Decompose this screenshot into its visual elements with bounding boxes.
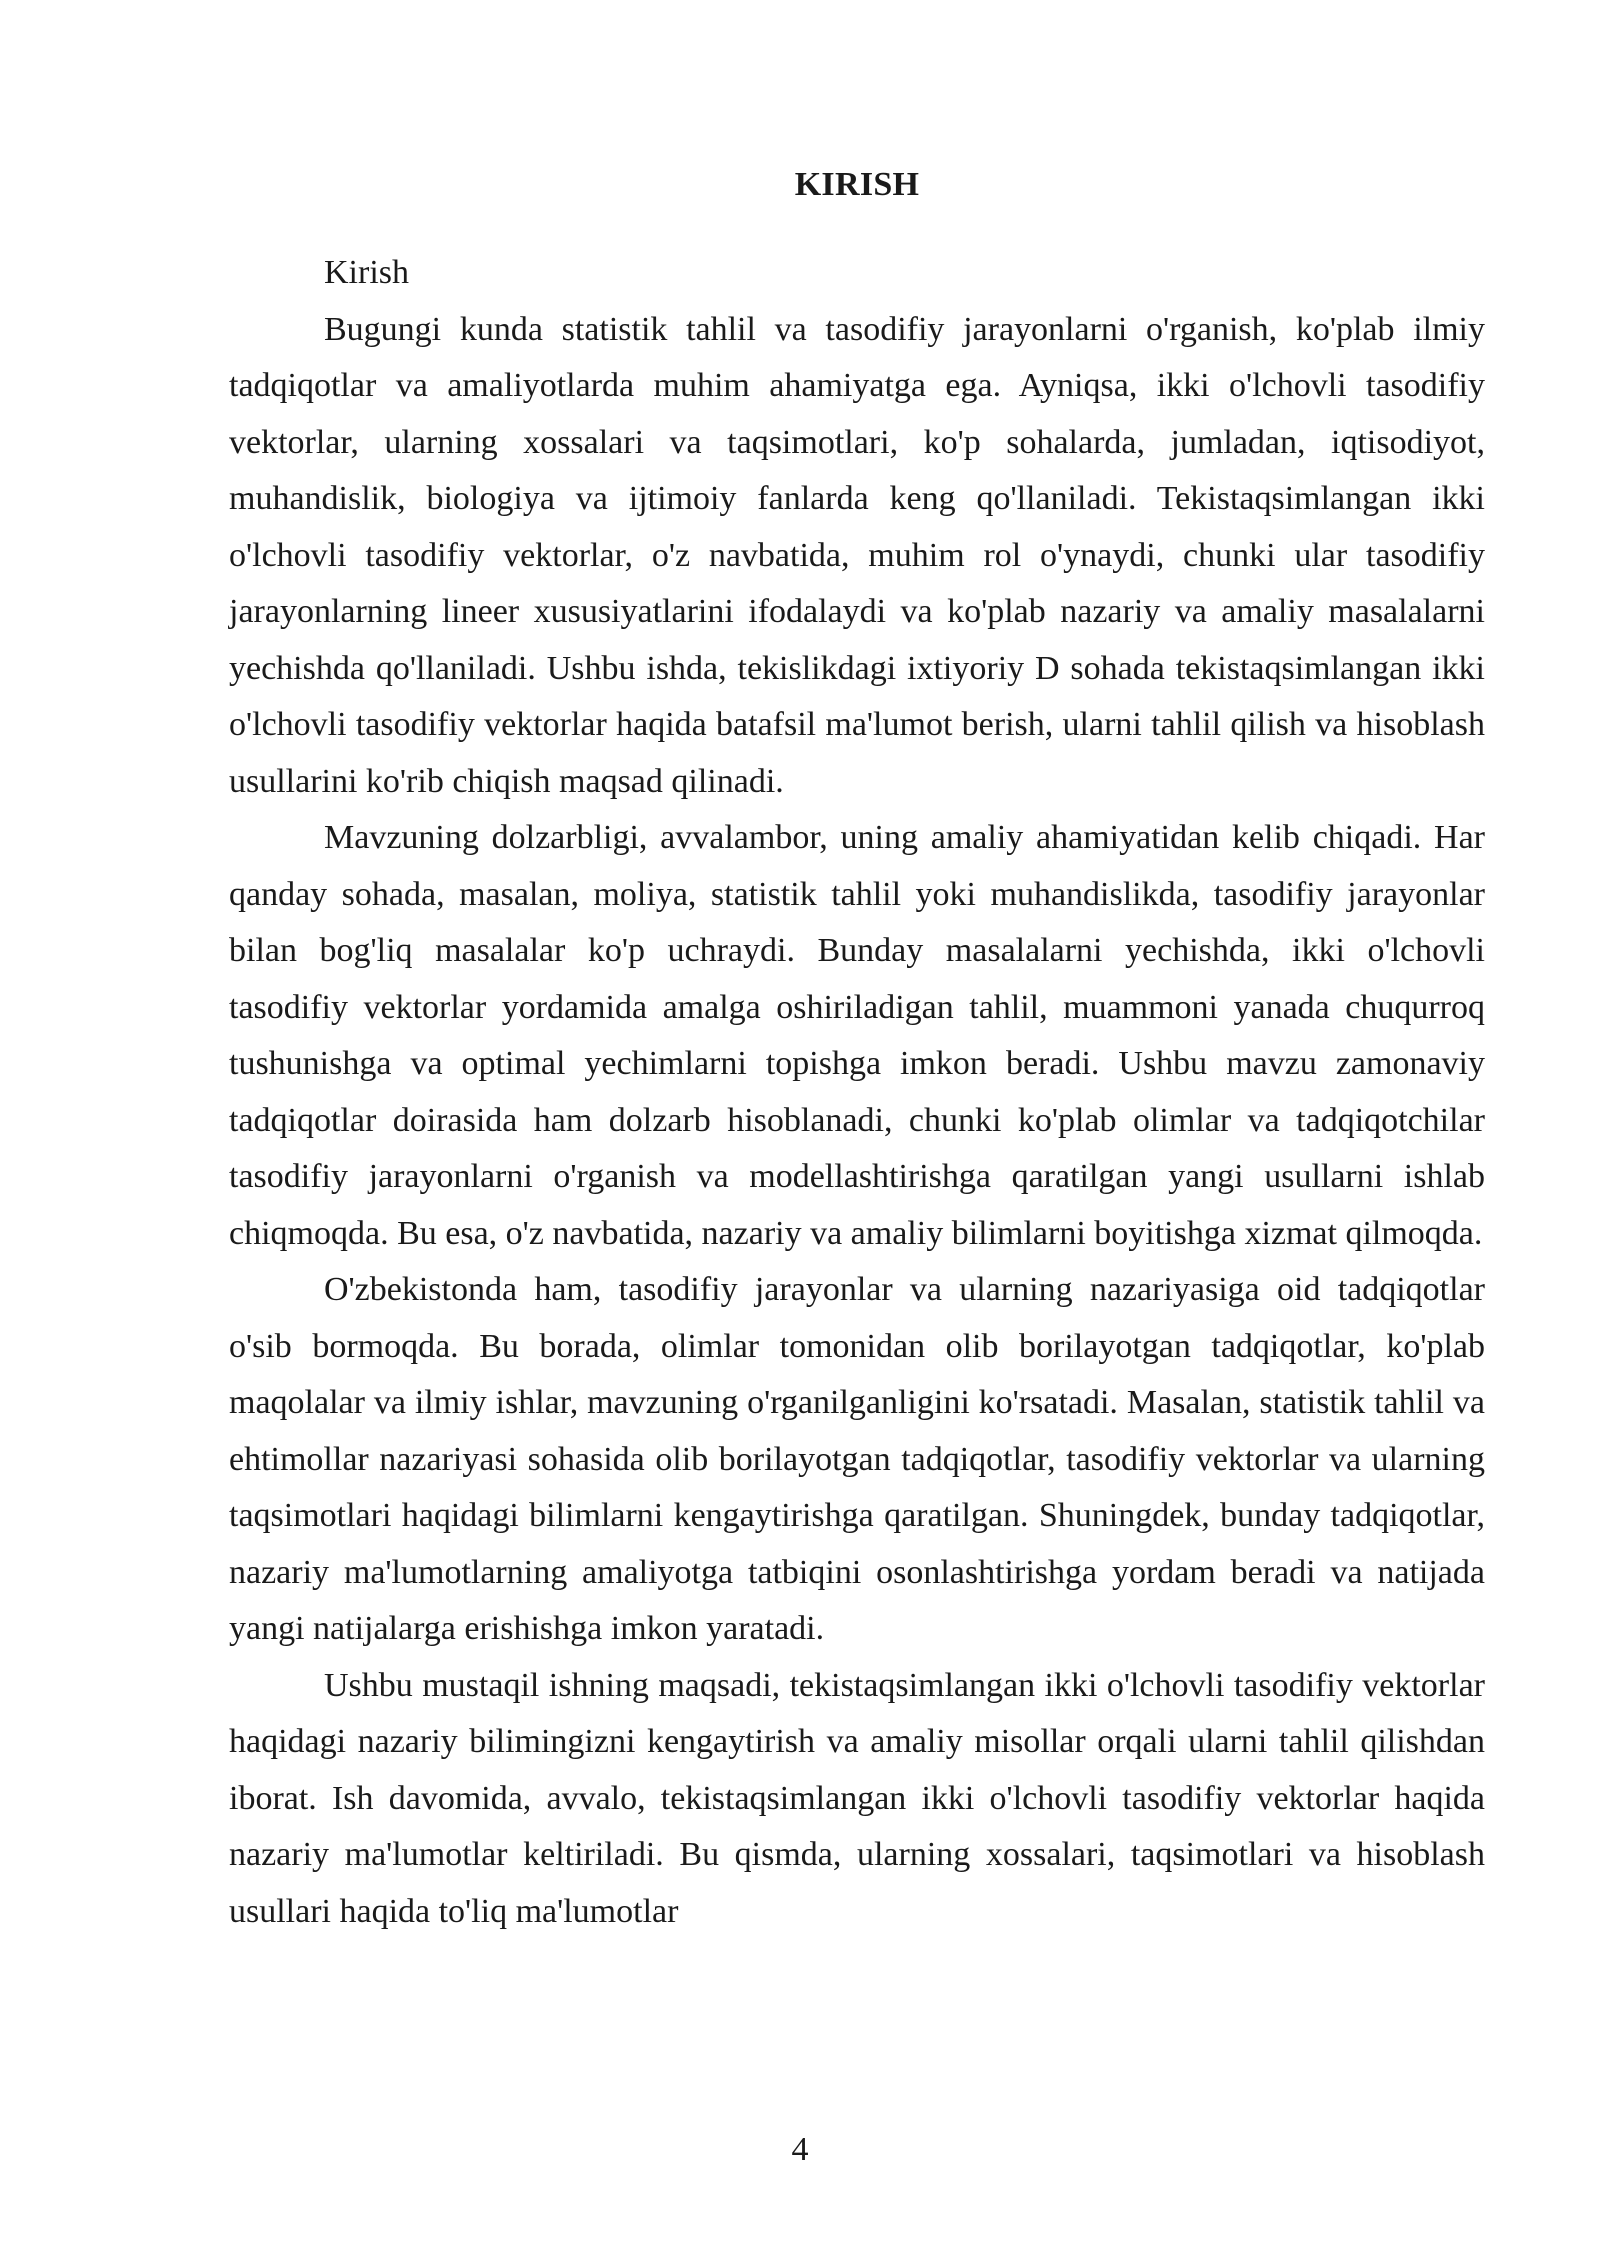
- page-number: 4: [791, 2131, 809, 2168]
- paragraph: Mavzuning dolzarbligi, avvalambor, uning amaliy ahamiyatidan kelib chiqadi. Har qanday sohada, masalan, moliya, statistik tahlil yoki muhandislikda, tasodifiy jarayonlar bilan bog'liq masalalar ko'p uchraydi. Bunday masalalarni yechishda, ikki o'lchovli tasodifiy vektorlar yordamida amalga oshiriladigan tahlil, muammoni yanada chuqurroq tushunishga va optimal yechimlarni topishga imkon beradi. Ushbu mavzu zamonaviy tadqiqotlar doirasida ham dolzarb hisoblanadi, chunki ko'plab olimlar va tadqiqotchilar tasodifiy jarayonlarni o'rganish va modellashtirishga qaratilgan yangi usullarni ishlab chiqmoqda. Bu esa, o'z navbatida, nazariy va amaliy bilimlarni boyitishga xizmat qilmoqda.: [229, 819, 1485, 1252]
- page-title: KIRISH: [794, 166, 920, 203]
- paragraph: O'zbekistonda ham, tasodifiy jarayonlar va ularning nazariyasiga oid tadqiqotlar o'sib bormoqda. Bu borada, olimlar tomonidan olib borilayotgan tadqiqotlar, ko'plab maqolalar va ilmiy ishlar, mavzuning o'rganilganligini ko'rsatadi. Masalan, statistik tahlil va ehtimollar nazariyasi sohasida olib borilayotgan tadqiqotlar, tasodifiy vektorlar va ularning taqsimotlari haqidagi bilimlarni kengaytirishga qaratilgan. Shuningdek, bunday tadqiqotlar, nazariy ma'lumotlarning amaliyotga tatbiqini osonlashtirishga yordam beradi va natijada yangi natijalarga erishishga imkon yaratadi.: [229, 1271, 1485, 1647]
- paragraph: Bugungi kunda statistik tahlil va tasodifiy jarayonlarni o'rganish, ko'plab ilmiy tadqiqotlar va amaliyotlarda muhim ahamiyatga ega. Ayniqsa, ikki o'lchovli tasodifiy vektorlar, ularning xossalari va taqsimotlari, ko'p sohalarda, jumladan, iqtisodiyot, muhandislik, biologiya va ijtimoiy fanlarda keng qo'llaniladi. Tekistaqsimlangan ikki o'lchovli tasodifiy vektorlar, o'z navbatida, muhim rol o'ynaydi, chunki ular tasodifiy jarayonlarning lineer xususiyatlarini ifodalaydi va ko'plab nazariy va amaliy masalalarni yechishda qo'llaniladi. Ushbu ishda, tekislikdagi ixtiyoriy D sohada tekistaqsimlangan ikki o'lchovli tasodifiy vektorlar haqida batafsil ma'lumot berish, ularni tahlil qilish va hisoblash usullarini ko'rib chiqish maqsad qilinadi.: [229, 310, 1485, 800]
- paragraph: Ushbu mustaqil ishning maqsadi, tekistaqsimlangan ikki o'lchovli tasodifiy vektorlar haqidagi nazariy bilimingizni kengaytirish va amaliy misollar orqali ularni tahlil qilishdan iborat. Ish davomida, avvalo, tekistaqsimlangan ikki o'lchovli tasodifiy vektorlar haqida nazariy ma'lumotlar keltiriladi. Bu qismda, ularning xossalari, taqsimotlari va hisoblash usullari haqida to'liq ma'lumotlar: [229, 1666, 1485, 1930]
- section-subheading: Kirish: [324, 254, 409, 291]
- page-content: [229, 165, 1485, 1940]
